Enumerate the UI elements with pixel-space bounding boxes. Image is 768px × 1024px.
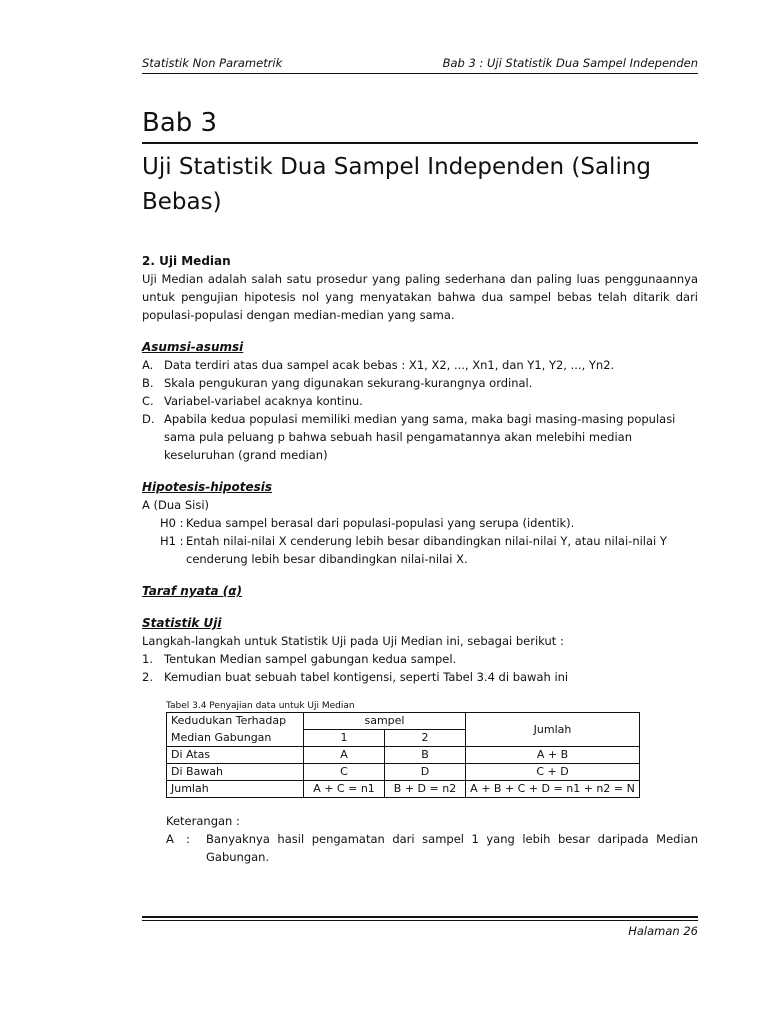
hipotesis-heading: Hipotesis-hipotesis xyxy=(142,480,273,494)
contingency-table xyxy=(166,712,640,798)
table-cell: C + D xyxy=(466,764,640,781)
h0-row xyxy=(142,514,698,532)
header-cell-jumlah: Jumlah xyxy=(466,713,640,747)
table-row xyxy=(167,747,640,764)
header-cell: Kedudukan Terhadap xyxy=(167,713,304,730)
section-intro: Uji Median adalah salah satu prosedur yang paling sederhana dan paling luas penggunaannya untuk pengujian hipotesis nol yang menyatakan bahwa dua sampel bebas telah ditarik dari populasi-populasi dengan median-median yang sama. xyxy=(142,272,698,322)
chapter-title: Uji Statistik Dua Sampel Independen (Saling Bebas) xyxy=(142,154,652,215)
header-cell: Median Gabungan xyxy=(167,730,304,747)
item-text: Skala pengukuran yang digunakan sekurang-kurangnya ordinal. xyxy=(164,376,533,390)
list-item xyxy=(142,410,698,464)
header-cell-s1: 1 xyxy=(304,730,385,747)
item-text: Data terdiri atas dua sampel acak bebas : X1, X2, ..., Xn1, dan Y1, Y2, ..., Yn2. xyxy=(164,358,615,372)
footer-rule-inner xyxy=(142,920,698,921)
step-text: Tentukan Median sampel gabungan kedua sampel. xyxy=(164,652,457,666)
table-row xyxy=(167,781,640,798)
item-text: Apabila kedua populasi memiliki median yang sama, maka bagi masing-masing populasi sama pula peluang p bahwa sebuah hasil pengamatannya akan melebihi median keseluruhan (grand median) xyxy=(164,412,676,462)
keterangan-heading: Keterangan : xyxy=(166,814,240,828)
header-cell-s2: 2 xyxy=(385,730,466,747)
table-cell: C xyxy=(304,764,385,781)
table-cell: Jumlah xyxy=(167,781,304,798)
item-label: B. xyxy=(142,376,154,390)
list-item xyxy=(142,668,698,686)
asumsi-heading: Asumsi-asumsi xyxy=(142,340,244,354)
h0-label: H0 : xyxy=(160,516,184,530)
table-cell: B xyxy=(385,747,466,764)
table-cell: B + D = n2 xyxy=(385,781,466,798)
list-item xyxy=(142,392,698,410)
keterangan-text: Banyaknya hasil pengamatan dari sampel 1 yang lebih besar daripada Median Gabungan. xyxy=(206,832,698,864)
statistik-intro: Langkah-langkah untuk Statistik Uji pada Uji Median ini, sebagai berikut : xyxy=(142,634,564,648)
header-cell-sampel: sampel xyxy=(304,713,466,730)
list-item xyxy=(142,374,698,392)
step-label: 2. xyxy=(142,670,153,684)
main-content xyxy=(142,252,698,866)
table-cell: A + C = n1 xyxy=(304,781,385,798)
asumsi-list xyxy=(142,356,698,464)
header-right: Bab 3 : Uji Statistik Dua Sampel Independen xyxy=(442,56,698,70)
footer-rule xyxy=(142,916,698,921)
statistik-heading: Statistik Uji xyxy=(142,616,222,630)
section-heading: 2. Uji Median xyxy=(142,254,231,268)
list-item xyxy=(142,650,698,668)
list-item xyxy=(142,356,698,374)
step-label: 1. xyxy=(142,652,153,666)
keterangan-label: A xyxy=(166,832,174,846)
item-label: C. xyxy=(142,394,154,408)
chapter-label: Bab 3 xyxy=(142,108,698,144)
h1-row xyxy=(142,532,698,568)
table-cell: A + B xyxy=(466,747,640,764)
table-row xyxy=(167,764,640,781)
table-cell: Di Bawah xyxy=(167,764,304,781)
keterangan-row xyxy=(142,830,698,866)
h1-label: H1 : xyxy=(160,534,184,548)
table-header-row xyxy=(167,713,640,730)
table-cell: A + B + C + D = n1 + n2 = N xyxy=(466,781,640,798)
taraf-heading: Taraf nyata (α) xyxy=(142,584,242,598)
table-caption: Tabel 3.4 Penyajian data untuk Uji Median xyxy=(166,701,355,711)
step-text: Kemudian buat sebuah tabel kontigensi, seperti Tabel 3.4 di bawah ini xyxy=(164,670,569,684)
h1-text: Entah nilai-nilai X cenderung lebih besar dibandingkan nilai-nilai Y, atau nilai-nilai Y cenderung lebih besar dibandingkan nilai-nilai X. xyxy=(186,534,667,566)
item-text: Variabel-variabel acaknya kontinu. xyxy=(164,394,363,408)
page-number: Halaman 26 xyxy=(628,924,698,938)
hipotesis-type: A (Dua Sisi) xyxy=(142,498,210,512)
h0-text: Kedua sampel berasal dari populasi-populasi yang serupa (identik). xyxy=(186,516,575,530)
table-cell: A xyxy=(304,747,385,764)
header-left: Statistik Non Parametrik xyxy=(142,56,283,70)
page-header xyxy=(142,56,698,74)
table-cell: D xyxy=(385,764,466,781)
item-label: D. xyxy=(142,412,155,426)
table-cell: Di Atas xyxy=(167,747,304,764)
item-label: A. xyxy=(142,358,154,372)
keterangan-sep: : xyxy=(186,832,190,846)
